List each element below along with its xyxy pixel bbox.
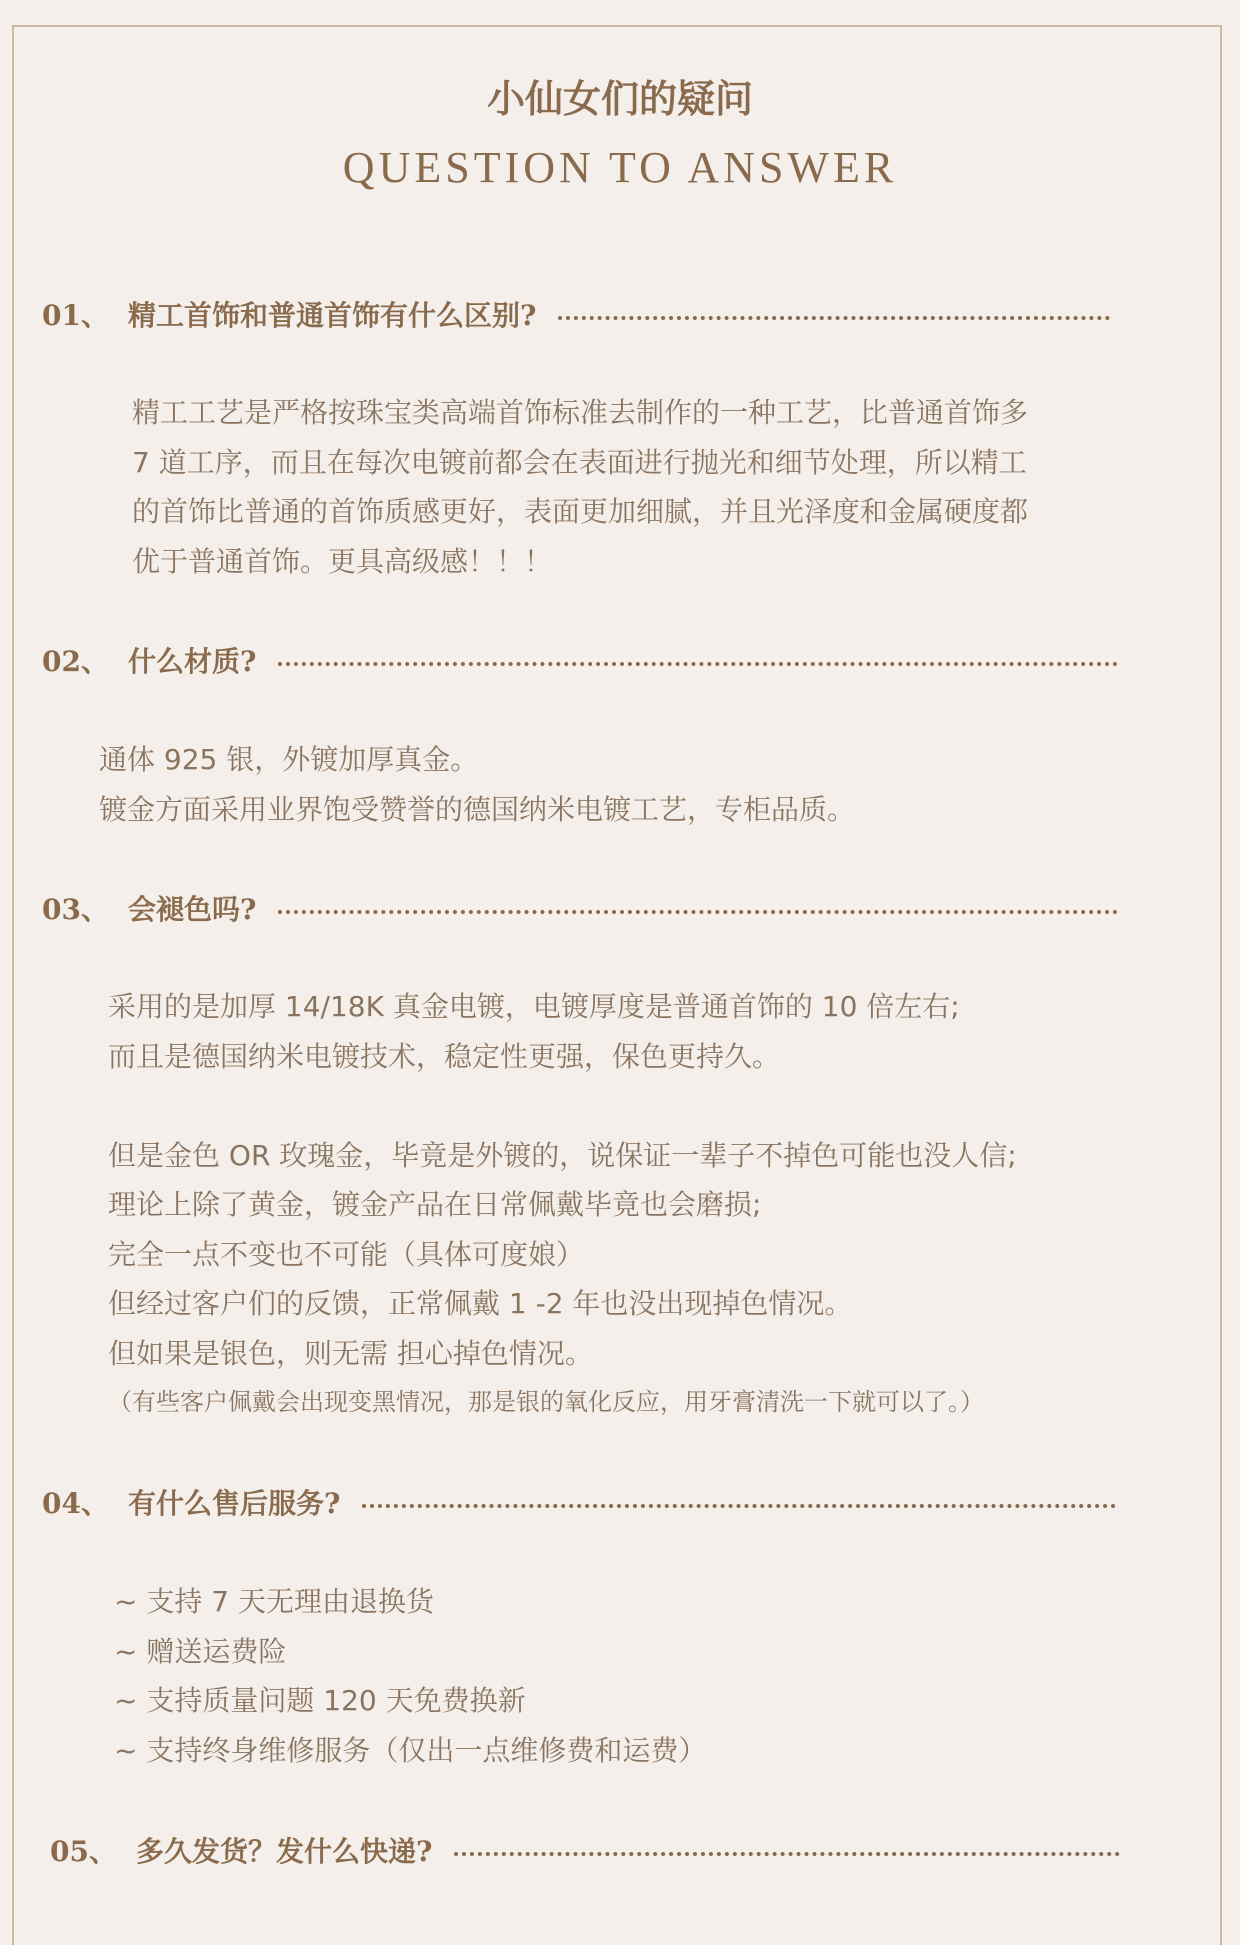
dotted-leader [454,1852,1120,1856]
faq-question-1 [42,294,1110,334]
faq-question-3 [42,888,1118,928]
answer-line: 但是金色 OR 玫瑰金，毕竟是外镀的，说保证一辈子不掉色可能也没人信; [108,1138,1017,1172]
answer-line: ~ 支持终身维修服务（仅出一点维修费和运费） [114,1733,707,1767]
faq-number: 01、 [42,299,109,332]
faq-question-5 [50,1830,1120,1870]
answer-line: 的首饰比普通的首饰质感更好，表面更加细腻，并且光泽度和金属硬度都 [132,495,1029,528]
answer-line: 优于普通首饰。更具高级感！！！ [132,544,553,578]
faq-question-4 [42,1482,1116,1522]
answer-line: 但经过客户们的反馈，正常佩戴 1 -2 年也没出现掉色情况。 [108,1287,853,1320]
answer-line: ~ 支持质量问题 120 天免费换新 [114,1684,526,1717]
faq-question-text: 多久发货？发什么快递? [136,1835,433,1868]
dotted-leader [362,1504,1116,1508]
faq-question-text: 精工首饰和普通首饰有什么区别? [128,299,537,332]
dotted-leader [278,910,1118,914]
answer-line: 但如果是银色，则无需 担心掉色情况。 [108,1336,593,1370]
faq-number: 02、 [42,645,109,678]
dotted-leader [558,316,1110,320]
answer-line: 通体 925 银，外镀加厚真金。 [99,743,479,776]
answer-line: 完全一点不变也不可能（具体可度娘） [108,1237,585,1271]
answer-note: （有些客户佩戴会出现变黑情况，那是银的氧化反应，用牙膏清洗一下就可以了。） [108,1388,984,1416]
faq-number: 03、 [42,893,109,926]
faq-question-2 [42,640,1118,680]
answer-line: 7 道工序，而且在每次电镀前都会在表面进行抛光和细节处理，所以精工 [132,445,1027,479]
page-subtitle: QUESTION TO ANSWER [342,143,898,192]
faq-answer-2 [99,735,855,834]
page-title: 小仙女们的疑问 [486,76,753,121]
faq-answer-1 [132,388,1028,586]
answer-line: 而且是德国纳米电镀技术，稳定性更强，保色更持久。 [108,1039,781,1073]
faq-question-text: 有什么售后服务? [128,1487,341,1520]
dotted-leader [278,662,1118,666]
answer-line: 镀金方面采用业界饱受赞誉的德国纳米电镀工艺，专柜品质。 [99,792,856,826]
answer-line: 精工工艺是严格按珠宝类高端首饰标准去制作的一种工艺，比普通首饰多 [132,396,1029,429]
faq-question-text: 会褪色吗? [128,893,257,926]
faq-answer-3 [108,982,1017,1428]
answer-line: 理论上除了黄金，镀金产品在日常佩戴毕竟也会磨损; [108,1188,762,1221]
faq-answer-4 [114,1577,706,1775]
answer-line: ~ 赠送运费险 [114,1634,287,1668]
faq-question-text: 什么材质? [128,645,257,678]
answer-line: ~ 支持 7 天无理由退换货 [114,1585,434,1618]
faq-number: 05、 [50,1835,117,1868]
faq-number: 04、 [42,1487,109,1520]
answer-line: 采用的是加厚 14/18K 真金电镀，电镀厚度是普通首饰的 10 倍左右; [108,990,960,1023]
answer-line [108,1081,1017,1131]
